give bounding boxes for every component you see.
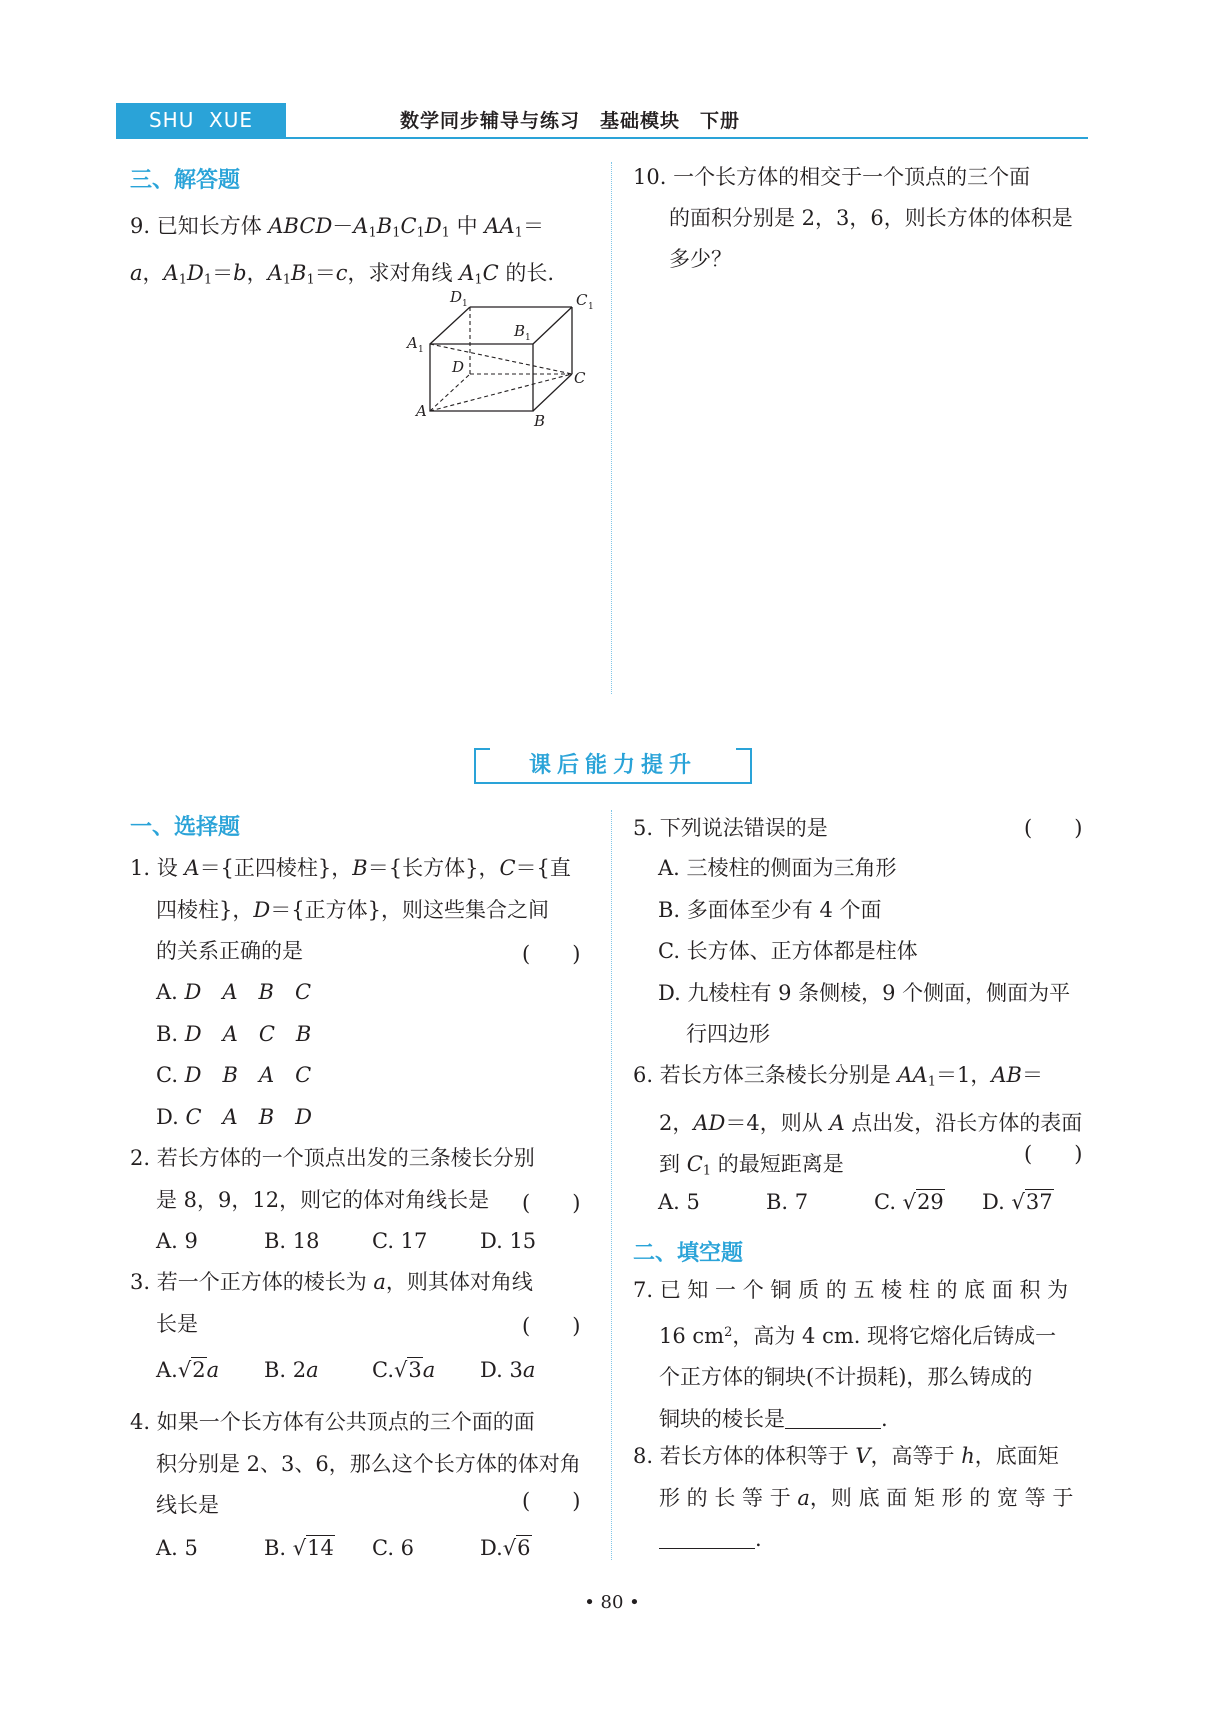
- q9-line-1: 9. 已知长方体 $ABCD-A_1B_1C_1D_1$ 中 $AA_1=$: [130, 214, 544, 241]
- section-heading-solve: 三、解答题: [130, 168, 241, 193]
- q2-options: [156, 1229, 536, 1253]
- q5-option-a: A. 三棱柱的侧面为三角形: [658, 856, 897, 880]
- label-C1: C: [576, 291, 588, 309]
- q8-line-1: 8. 若长方体的体积等于 V，高等于 h，底面矩: [633, 1444, 1059, 1468]
- q3-paren: ( ): [522, 1314, 581, 1338]
- q7-line-2: 16 $cm^2$，高为 4 cm. 现将它熔化后铸成一: [659, 1323, 1057, 1348]
- q4-option-a: A. 5: [156, 1536, 198, 1560]
- q6-option-d: D. √37: [982, 1190, 1053, 1214]
- header-rule: [116, 137, 1088, 139]
- q4-option-c: C. 6: [372, 1536, 415, 1560]
- q1-option-b: B. D A C B: [156, 1021, 312, 1046]
- q1-option-a: A. D A B C: [156, 980, 312, 1004]
- q5-option-d-cont: 行四边形: [686, 1022, 770, 1046]
- q2-option-a: A. 9: [156, 1229, 198, 1253]
- column-divider-top: [611, 162, 612, 694]
- header-title: 数学同步辅导与练习 基础模块 下册: [400, 110, 741, 132]
- svg-text:1: 1: [418, 345, 424, 355]
- q6-option-c: C. √29: [874, 1190, 944, 1214]
- q5-paren: ( ): [1024, 816, 1083, 840]
- q4-line-2: 积分别是 2、3、6，那么这个长方体的体对角: [156, 1451, 581, 1476]
- svg-text:1: 1: [462, 299, 468, 309]
- q1-options: [156, 972, 312, 1138]
- q6-line-2: 2，AD＝4，则从 A 点出发，沿长方体的表面: [659, 1110, 1083, 1135]
- q3-line-2: 长是: [156, 1311, 198, 1336]
- q2-option-b: B. 18: [264, 1229, 320, 1253]
- label-D1: D: [450, 288, 463, 306]
- q4-option-b: B. √14: [264, 1536, 334, 1560]
- svg-text:1: 1: [525, 333, 531, 343]
- q9-line-2: a，$A_1D_1=b$，$A_1B_1=c$，求对角线 $A_1C$ 的长.: [130, 261, 555, 288]
- q5-option-b: B. 多面体至少有 4 个面: [658, 897, 882, 922]
- q6-options: [658, 1190, 1054, 1214]
- section-heading-choice: 一、选择题: [130, 815, 241, 840]
- q10-text: [633, 157, 1073, 280]
- q1-option-c: C. D B A C: [156, 1063, 312, 1087]
- q2-text: [130, 1138, 535, 1221]
- q5-option-d: D. 九棱柱有 9 条侧棱，9 个侧面，侧面为平: [658, 980, 1071, 1005]
- q3-option-c: C.√3a: [372, 1358, 436, 1382]
- banner-underline: [474, 782, 752, 784]
- q4-options: [156, 1536, 532, 1560]
- q5-text: 5. 下列说法错误的是: [633, 816, 828, 840]
- q4-paren: ( ): [522, 1489, 581, 1513]
- q6-text: [633, 1055, 1082, 1192]
- q3-option-b: B. 2a: [264, 1358, 319, 1382]
- q4-line-3: 线长是: [156, 1493, 219, 1517]
- q7-line-3: 个正方体的铜块(不计损耗)，那么铸成的: [659, 1365, 1033, 1390]
- q3-options: [156, 1358, 535, 1382]
- q8-line-2: 形 的 长 等 于 a，则 底 面 矩 形 的 宽 等 于: [659, 1485, 1074, 1510]
- q3-line-1: 3. 若一个正方体的棱长为 a，则其体对角线: [130, 1270, 533, 1294]
- q7-line-1: 7. 已 知 一 个 铜 质 的 五 棱 柱 的 底 面 积 为: [633, 1278, 1069, 1302]
- q9-text: [130, 206, 554, 301]
- svg-text:1: 1: [588, 302, 594, 312]
- q3-option-a: A.√2a: [156, 1358, 220, 1382]
- label-B1: B: [514, 322, 526, 340]
- section-heading-fill: 二、填空题: [633, 1241, 744, 1266]
- q1-option-d: D. C A B D: [156, 1104, 312, 1129]
- q4-text: [130, 1402, 581, 1527]
- front-face: [430, 344, 533, 411]
- q6-option-b: B. 7: [766, 1190, 809, 1214]
- q6-option-a: A. 5: [658, 1190, 700, 1214]
- q8-answer-blank[interactable]: [659, 1527, 755, 1549]
- q10-line-2: 的面积分别是 2，3，6，则长方体的体积是: [669, 206, 1073, 230]
- q6-paren: ( ): [1024, 1142, 1083, 1166]
- label-B: B: [534, 412, 546, 428]
- q1-line-1: 1. 设 A＝{正四棱柱}，B＝{长方体}，C＝{直: [130, 856, 571, 880]
- q7-line-4: 铜块的棱长是 .: [659, 1406, 888, 1431]
- q1-text: [130, 848, 571, 973]
- page-number: • 80 •: [584, 1592, 640, 1613]
- q8-line-3: .: [633, 1519, 1073, 1561]
- q3-text: [130, 1262, 533, 1345]
- q2-option-d: D. 15: [480, 1229, 537, 1253]
- q8-text: [633, 1436, 1073, 1561]
- q1-paren: ( ): [522, 942, 581, 966]
- label-A1: A: [407, 334, 418, 352]
- q4-option-d: D.√6: [480, 1536, 531, 1560]
- q1-line-3: 的关系正确的是: [156, 939, 303, 963]
- banner-title: 课后能力提升: [528, 753, 697, 778]
- q5-option-c: C. 长方体、正方体都是柱体: [658, 939, 918, 963]
- q3-option-d: D. 3a: [480, 1358, 536, 1382]
- q6-line-1: 6. 若长方体三条棱长分别是 $AA_1=1$，AB＝: [633, 1063, 1043, 1090]
- label-C: C: [574, 369, 586, 387]
- q2-paren: ( ): [522, 1191, 581, 1215]
- q1-line-2: 四棱柱}，D＝{正方体}，则这些集合之间: [156, 897, 549, 922]
- q6-line-3: 到 $C_1$ 的最短距离是: [659, 1152, 844, 1179]
- label-A: A: [416, 402, 427, 420]
- q10-line-1: 10. 一个长方体的相交于一个顶点的三个面: [633, 165, 1031, 189]
- cuboid-figure: [400, 288, 610, 428]
- q7-answer-blank[interactable]: [785, 1407, 881, 1429]
- q2-line-1: 2. 若长方体的一个顶点出发的三条棱长分别: [130, 1146, 535, 1170]
- q2-option-c: C. 17: [372, 1229, 428, 1253]
- q7-text: [633, 1270, 1068, 1440]
- column-divider-bottom: [611, 810, 612, 1560]
- q5-options: [658, 848, 1070, 1056]
- subject-badge: SHU XUE: [116, 103, 286, 137]
- q10-line-3: 多少？: [669, 247, 732, 271]
- q4-line-1: 4. 如果一个长方体有公共顶点的三个面的面: [130, 1410, 535, 1434]
- q2-line-2: 是 8，9，12，则它的体对角线长是: [156, 1187, 490, 1212]
- label-D: D: [452, 358, 465, 376]
